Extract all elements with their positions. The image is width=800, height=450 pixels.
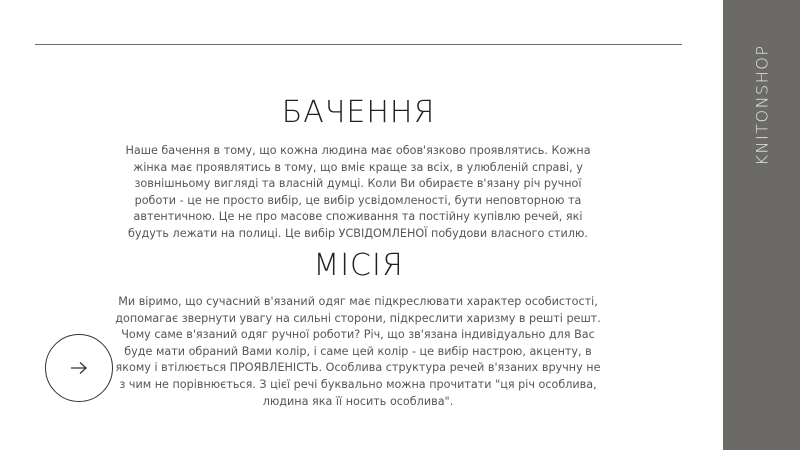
text-line: автентичною. Це не про масове споживання та постійну купівлю речей, які [133,210,583,224]
text-line: роботи - це не просто вибір, це вибір усвідомленості, бути неповторною та [134,193,582,207]
text-line: Чому саме в'язаний одяг ручної роботи? Річ, що зв'язана індивідуально для Вас [121,328,595,342]
text-line: якому і втілюється ПРОЯВЛЕНІСТЬ. Особлива структура речей в'язаних вручну не [115,361,601,375]
top-divider [35,44,682,45]
brand-logo: KNITONSHOP [752,44,772,166]
vision-text [0,143,733,243]
text-line: людина яка її носить особлива". [262,394,454,408]
vision-title: БАЧЕННЯ [281,95,436,130]
next-button[interactable] [45,334,113,402]
text-line: Наше бачення в тому, що кожна людина має обов'язково проявлятись. Кожна [125,144,591,157]
arrow-right-icon [69,361,89,375]
text-line: буде мати обраний Вами колір, і саме цей колір - це вибір настрою, акценту, в [124,344,592,358]
mission-title: МІСІЯ [313,248,404,283]
text-line: з чим не порівнюється. З цієї речі буквально можна прочитати "ця річ особлива, [119,377,597,391]
text-line: зовнішньому вигляді та власній думці. Коли Ви обираєте в'язану річ ручної [134,177,582,191]
text-line: допомагає звернути увагу на сильні сторони, підкреслити харизму в решті решт. [115,311,601,325]
text-line: будуть лежати на полиці. Це вибір УСВІДОМЛЕНОЇ побудови власного стилю. [128,226,588,240]
mission-text [0,294,733,410]
text-line: Ми віримо, що сучасний в'язаний одяг має підкреслювати характер особистості, [118,295,598,308]
text-line: жінка має проявлятись в тому, що вміє краще за всіх, в улюбленій справі, у [133,160,583,174]
